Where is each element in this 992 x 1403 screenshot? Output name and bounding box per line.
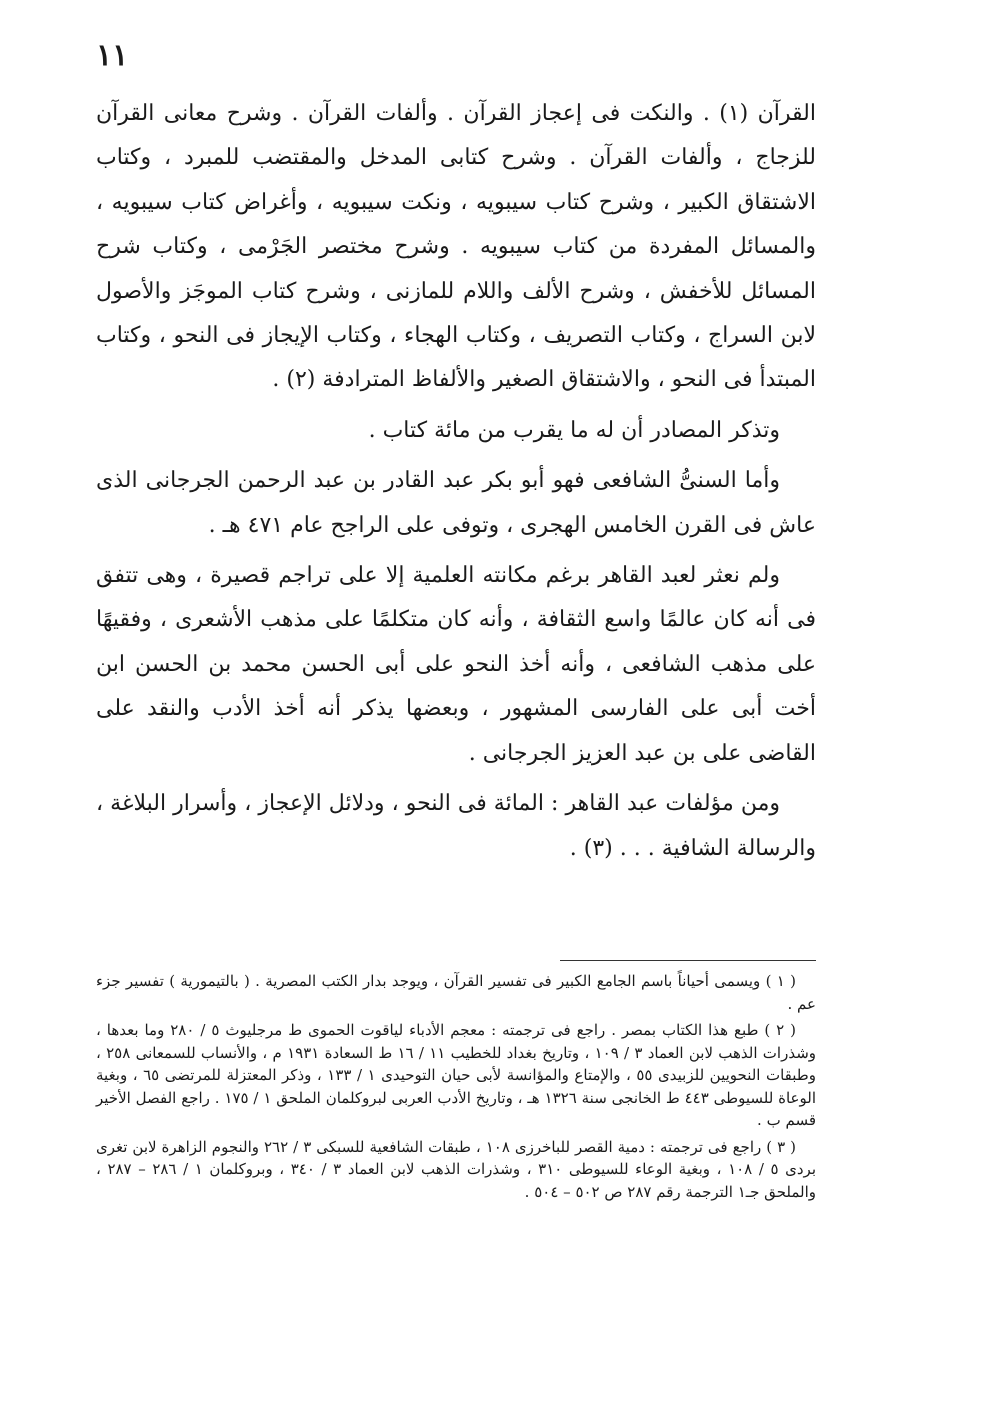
footnote: ( ٢ ) طبع هذا الكتاب بمصر . راجع فى ترجمته : معجم الأدباء لياقوت الحموى ط مرجليوث ٥ / ٢٨٠ وما بعدها ، وشذرات الذهب لابن العماد ٣ / ١٠٩ ، وتاريخ بغداد للخطيب ١١ / ١٦ ط السعادة ١٩٣١ م ، والأنساب للسمعانى ٢٥٨ ، وطبقات النحويين للزبيدى ٥٥ ، والإمتاع والمؤانسة لأبى حيان التوحيدى ١ / ١٣٣ ، وذكر المعتزلة للمرتضى ٦٥ ، وبغية الوعاة للسيوطى ٤٤٣ ط الخانجى سنة ١٣٢٦ هـ ، وتاريخ الأدب العربى لبروكلمان الملحق ١ / ١٧٥ . راجع الفصل الأخير قسم ب .: [96, 1021, 817, 1129]
footnotes: [96, 970, 816, 1207]
paragraph: وأما السنىُّ الشافعى فهو أبو بكر عبد القادر بن عبد الرحمن الجرجانى الذى عاش فى القرن الخامس الهجرى ، وتوفى على الراجح عام ٤٧١ هـ .: [96, 468, 816, 538]
footnote: ( ١ ) ويسمى أحياناً باسم الجامع الكبير فى تفسير القرآن ، ويوجد بدار الكتب المصرية . ( بالتيمورية ) تفسير جزء عم .: [96, 972, 816, 1013]
footnote: ( ٣ ) راجع فى ترجمته : دمية القصر للباخرزى ١٠٨ ، طبقات الشافعية للسبكى ٣ / ٢٦٢ والنجوم الزاهرة لابن تغرى بردى ٥ / ١٠٨ ، وبغية الوعاء للسيوطى ٣١٠ ، وشذرات الذهب لابن العماد ٣ / ٣٤٠ ، وبروكلمان ١ / ٢٨٦ – ٢٨٧ ، والملحق جـ١ الترجمة رقم ٢٨٧ ص ٥٠٢ – ٥٠٤ .: [96, 1137, 817, 1201]
paragraph: ولم نعثر لعبد القاهر برغم مكانته العلمية إلا على تراجم قصيرة ، وهى تتفق فى أنه كان عالمًا واسع الثقافة ، وأنه كان متكلمًا على مذهب الأشعرى ، وفقيهًا على مذهب الشافعى ، وأنه أخذ النحو على أبى الحسن محمد بن الحسن ابن أخت أبى على الفارسى المشهور ، وبعضها يذكر أنه أخذ الأدب والنقد على القاضى على بن عبد العزيز الجرجانى .: [96, 563, 816, 766]
page-number: ١١: [96, 38, 129, 73]
paragraph: ومن مؤلفات عبد القاهر : المائة فى النحو ، ودلائل الإعجاز ، وأسرار البلاغة ، والرسالة الشافية . . . (٣) .: [96, 791, 816, 861]
main-text: [96, 92, 816, 871]
paragraph: وتذكر المصادر أن له ما يقرب من مائة كتاب .: [368, 417, 780, 443]
paragraph: القرآن (١) . والنكت فى إعجاز القرآن . وألفات القرآن . وشرح معانى القرآن للزجاج ، وألفات القرآن . وشرح كتابى المدخل والمقتضب للمبرد ، وكتاب الاشتقاق الكبير ، وشرح كتاب سيبويه ، ونكت سيبويه ، وأغراض كتاب سيبويه ، والمسائل المفردة من كتاب سيبويه . وشرح مختصر الجَرْمى ، وكتاب شرح المسائل للأخفش ، وشرح الألف واللام للمازنى ، وشرح كتاب الموجَز والأصول لابن السراج ، وكتاب التصريف ، وكتاب الهجاء ، وكتاب الإيجاز فى النحو ، وكتاب المبتدأ فى النحو ، والاشتقاق الصغير والألفاظ المترادفة (٢) .: [96, 101, 816, 393]
footnote-separator: [560, 960, 816, 961]
